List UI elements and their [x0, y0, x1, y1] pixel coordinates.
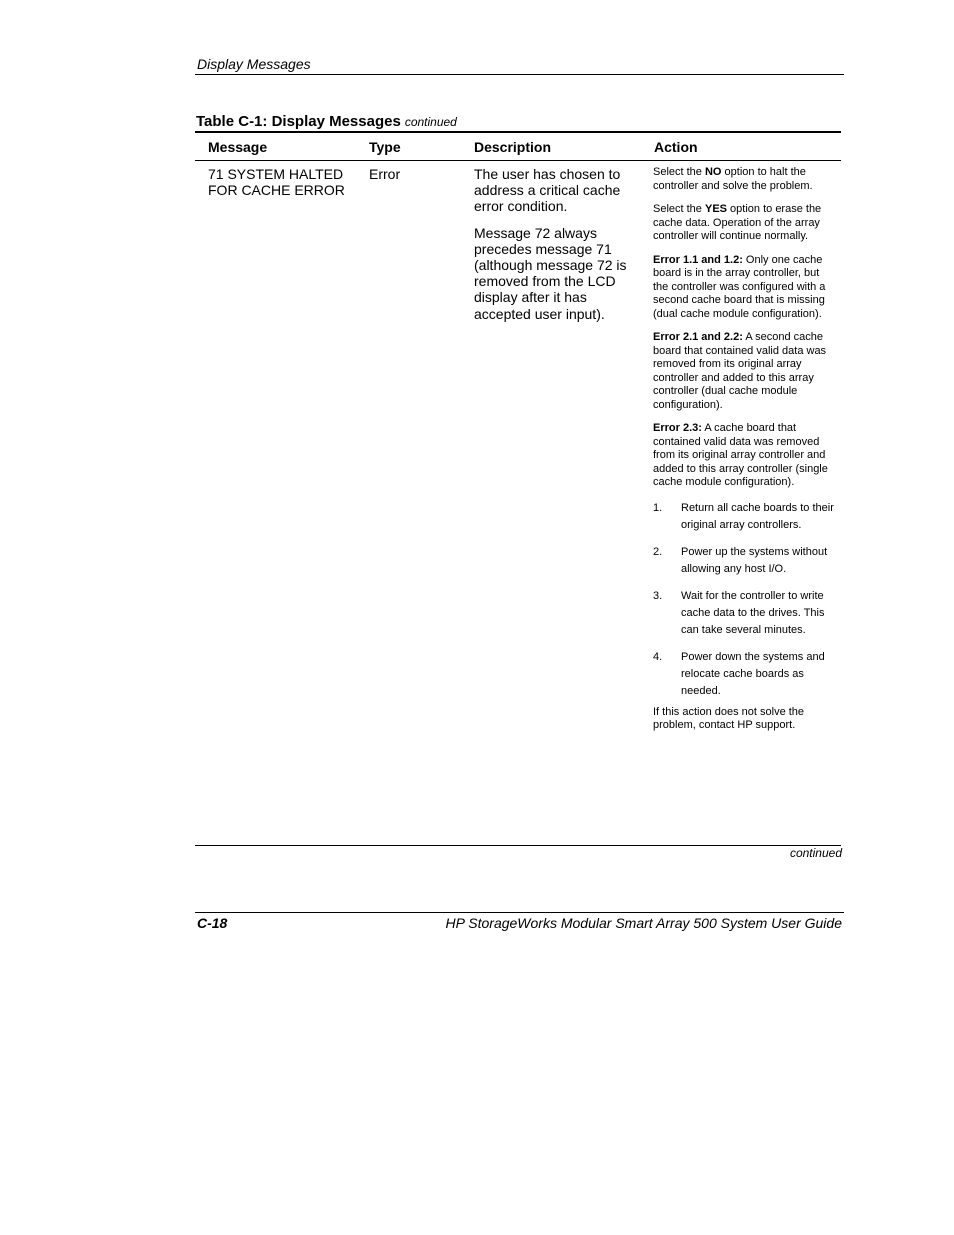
table-title-continued: continued [404, 115, 457, 129]
table-title [196, 113, 457, 130]
action-steps-list [653, 500, 835, 700]
action-step: 1. Return all cache boards to their original array controllers. [653, 501, 834, 531]
description-paragraph: The user has chosen to address a critical cache error condition. [474, 166, 621, 215]
action-step: 3. Wait for the controller to write cache data to the drives. This can take several minutes. [653, 589, 825, 636]
action-step: 2. Power up the systems without allowing any host I/O. [653, 545, 828, 575]
header-rule [195, 74, 844, 75]
footer-rule [195, 912, 844, 913]
message-cell: 71 SYSTEM HALTED FOR CACHE ERROR [208, 166, 345, 199]
action-paragraph-no: Select the NO option to halt the controller and solve the problem. [653, 166, 813, 192]
footer-doc-title: HP StorageWorks Modular Smart Array 500 System User Guide [445, 915, 842, 931]
action-step: 4. Power down the systems and relocate cache boards as needed. [653, 650, 825, 697]
action-paragraph-error-1: Error 1.1 and 1.2: Only one cache board is in the array controller, but the controller was configured with a second cache board that is missing (dual cache module configuration). [653, 253, 826, 320]
column-header-message: Message [208, 139, 268, 155]
action-paragraph-yes: Select the YES option to erase the cache data. Operation of the array controller will continue normally. [653, 203, 822, 242]
action-paragraph-error-2: Error 2.1 and 2.2: A second cache board that contained valid data was removed from its original array controller and added to this array controller (dual cache module configuration). [653, 331, 827, 411]
table-title-text: Table C-1: Display Messages [196, 113, 401, 130]
action-cell [653, 166, 835, 743]
description-cell [474, 166, 634, 332]
page-number: C-18 [197, 915, 228, 931]
action-final-note: If this action does not solve the problem, contact HP support. [653, 705, 805, 731]
column-header-action: Action [654, 139, 698, 155]
table-bottom-rule [195, 845, 841, 846]
type-cell: Error [369, 166, 401, 182]
no-option-keyword: NO [704, 166, 722, 178]
running-head: Display Messages [197, 56, 311, 72]
yes-option-keyword: YES [704, 203, 727, 215]
description-paragraph: Message 72 always precedes message 71 (although message 72 is removed from the LCD display after it has accepted user input). [474, 224, 627, 322]
action-paragraph-error-2-3: Error 2.3: A cache board that contained valid data was removed from its original array controller and added to this array controller (single cache module configuration). [653, 422, 828, 488]
column-header-type: Type [369, 139, 401, 155]
table-header-rule [195, 160, 841, 161]
column-header-description: Description [474, 139, 552, 155]
table-continued-note: continued [789, 846, 842, 860]
table-top-rule [195, 131, 841, 133]
